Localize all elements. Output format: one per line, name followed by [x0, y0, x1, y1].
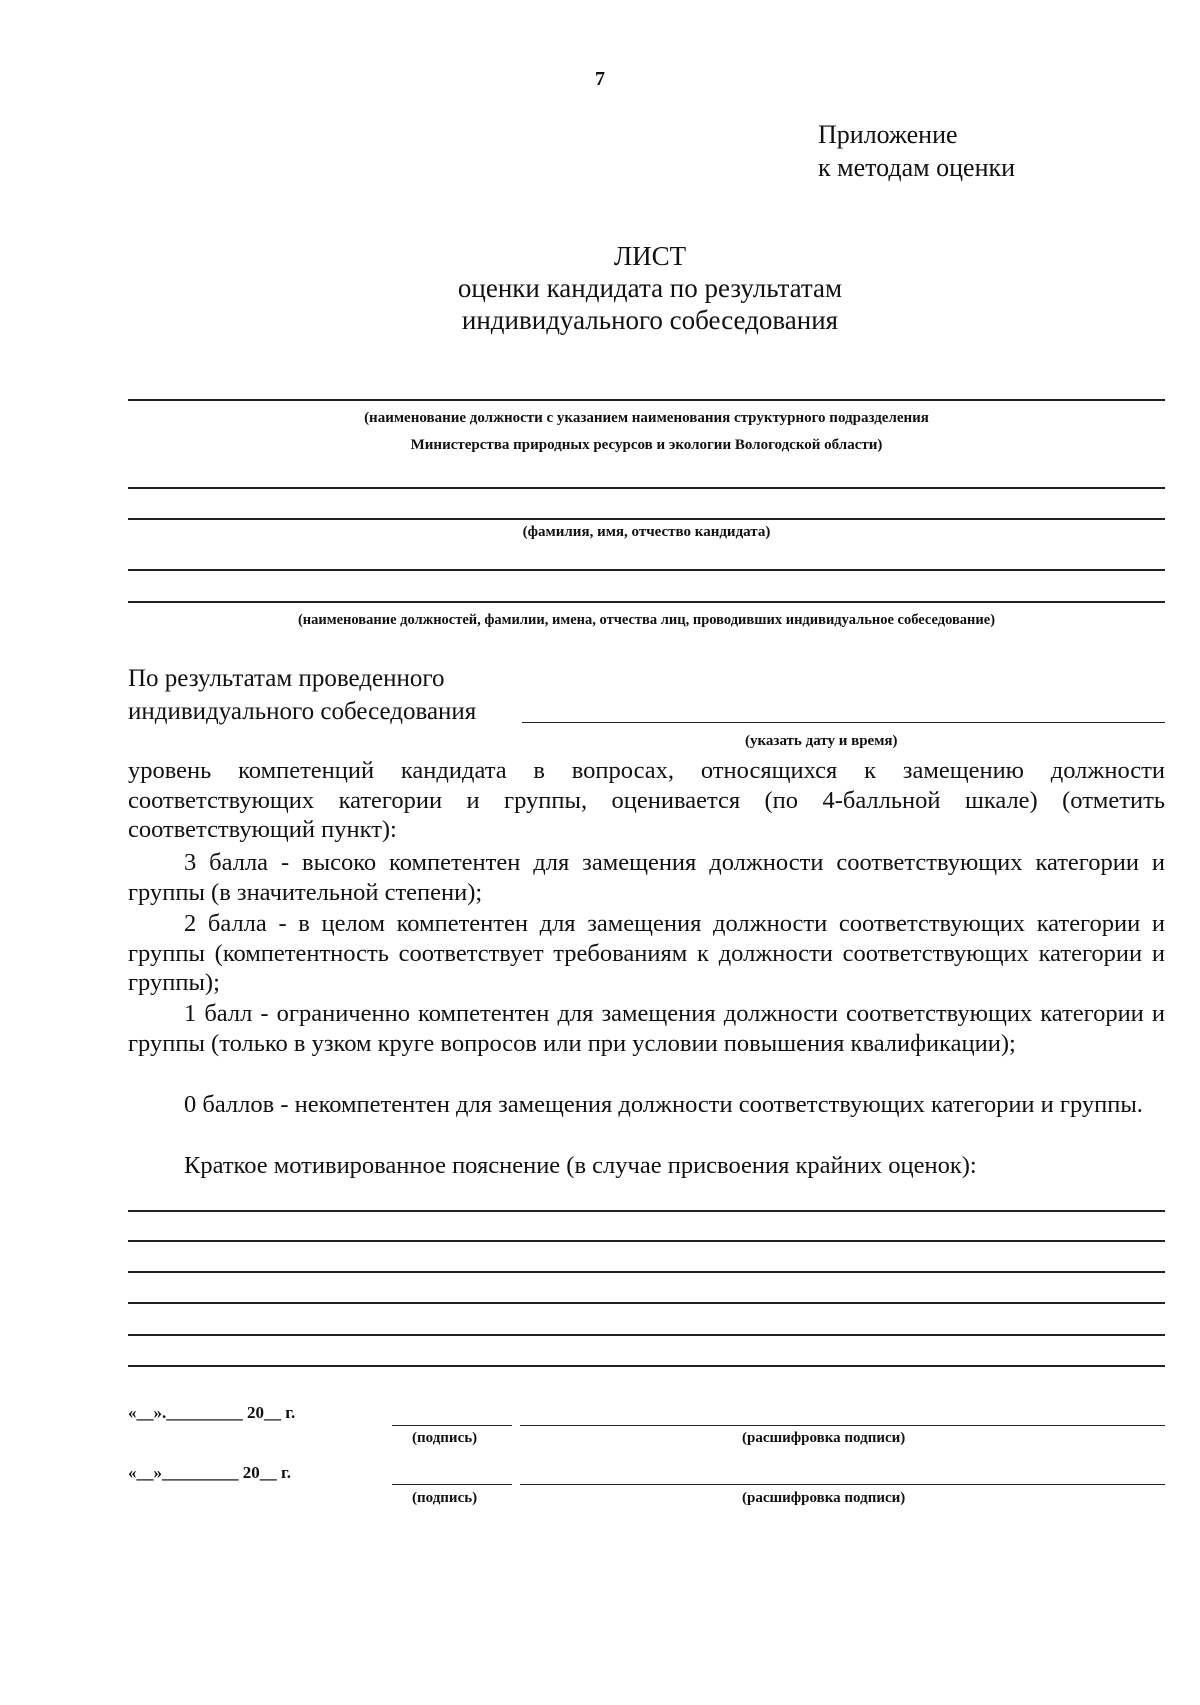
explanation-line-4[interactable]: [128, 1302, 1165, 1304]
position-extra-line[interactable]: [128, 487, 1165, 489]
page-number: 7: [595, 68, 605, 90]
interview-date-field[interactable]: [522, 722, 1165, 723]
candidate-caption: (фамилия, имя, отчество кандидата): [522, 524, 771, 540]
score-3-option: 3 балла - высоко компетентен для замещения должности соответствующих категории и группы (в значительной степени);: [128, 849, 1165, 906]
title-sub-2: индивидуального собеседования: [461, 305, 839, 335]
explanation-line-1[interactable]: [128, 1210, 1165, 1212]
position-caption-2: Министерства природных ресурсов и экологии Вологодской области): [410, 437, 883, 453]
interviewers-caption: (наименование должностей, фамилии, имена, отчества лиц, проводивших индивидуальное собеседование): [297, 612, 996, 628]
date-caption: (указать дату и время): [745, 733, 898, 749]
candidate-field-line[interactable]: [128, 518, 1165, 520]
position-caption-1: (наименование должности с указанием наименования структурного подразделения: [364, 410, 929, 426]
interviewers-field-line-2[interactable]: [128, 601, 1165, 603]
signature-decode-field-1[interactable]: [520, 1425, 1165, 1426]
title-sub-1: оценки кандидата по результатам: [457, 273, 843, 303]
results-intro-line-1: По результатам проведенного: [128, 665, 445, 692]
signature-caption-2: (подпись): [412, 1490, 478, 1506]
appendix-heading: [818, 118, 1015, 184]
signature-decode-caption-2: (расшифровка подписи): [742, 1490, 906, 1506]
document-title: [0, 240, 1200, 336]
signature-decode-caption-1: (расшифровка подписи): [742, 1430, 906, 1446]
appendix-line-2: к методам оценки: [818, 153, 1016, 182]
signature-date-2[interactable]: «__»_________ 20__ г.: [128, 1463, 292, 1482]
explanation-line-2[interactable]: [128, 1240, 1165, 1242]
explanation-label: Краткое мотивированное пояснение (в случае присвоения крайних оценок):: [184, 1152, 977, 1179]
interviewers-field-line-1[interactable]: [128, 569, 1165, 571]
position-field-line[interactable]: [128, 399, 1165, 401]
signature-field-2[interactable]: [392, 1484, 512, 1485]
title-main: ЛИСТ: [613, 241, 687, 271]
score-2-option: 2 балла - в целом компетентен для замещения должности соответствующих категории и группы (компетентность соответствует требованиям к должности соответствующих категории и группы);: [128, 910, 1165, 996]
results-intro: [128, 662, 476, 728]
signature-date-1[interactable]: «__»._________ 20__ г.: [128, 1403, 296, 1422]
appendix-line-1: Приложение: [818, 120, 958, 149]
signature-field-1[interactable]: [392, 1425, 512, 1426]
explanation-line-3[interactable]: [128, 1271, 1165, 1273]
explanation-line-6[interactable]: [128, 1365, 1165, 1367]
score-0-option: 0 баллов - некомпетентен для замещения должности соответствующих категории и группы.: [184, 1091, 1143, 1118]
signature-decode-field-2[interactable]: [520, 1484, 1165, 1485]
score-1-option: 1 балл - ограниченно компетентен для замещения должности соответствующих категории и группы (только в узком круге вопросов или при условии повышения квалификации);: [128, 1000, 1165, 1057]
results-intro-line-2: индивидуального собеседования: [128, 698, 477, 725]
signature-caption-1: (подпись): [412, 1430, 478, 1446]
explanation-line-5[interactable]: [128, 1334, 1165, 1336]
assessment-paragraph: уровень компетенций кандидата в вопросах, относящихся к замещению должности соответствующих категории и группы, оценивается (по 4-балльной шкале) (отметить соответствующий пункт):: [128, 757, 1165, 843]
